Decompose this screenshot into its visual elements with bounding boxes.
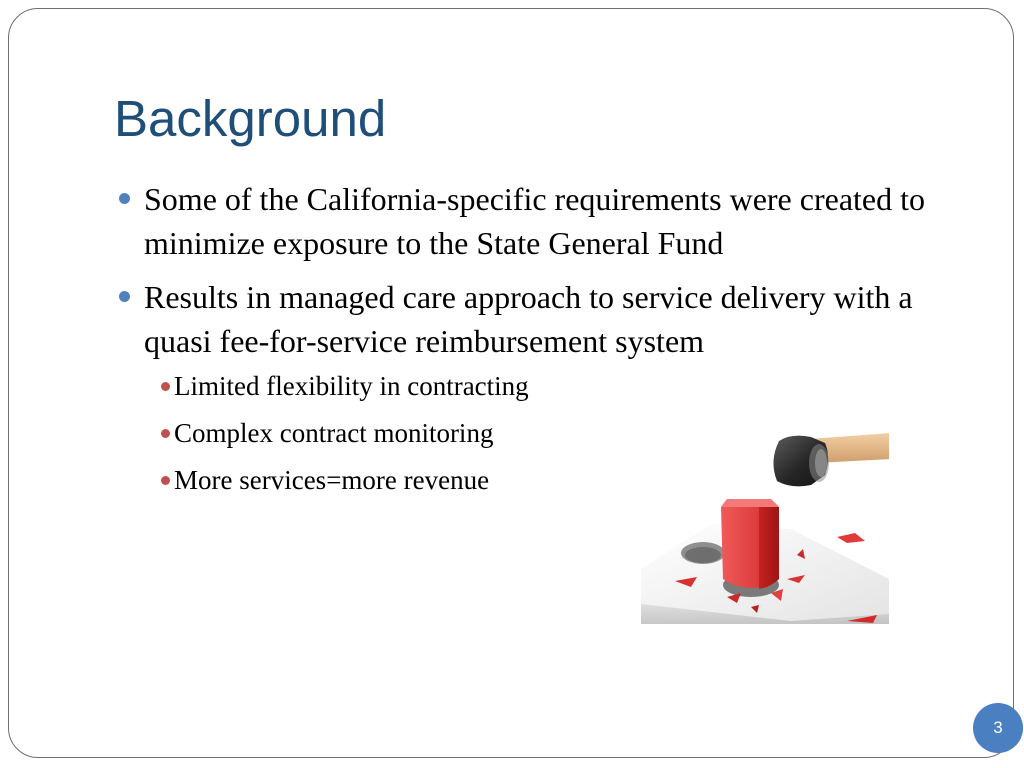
- hammer-peg-image: [641, 429, 889, 624]
- bullet-item: [119, 177, 949, 265]
- slide-title: Background: [114, 90, 387, 147]
- slide: [8, 8, 1014, 758]
- sub-bullet-item: [144, 363, 949, 410]
- sub-bullet-text: More services=more revenue: [174, 465, 490, 495]
- sub-bullet-text: Complex contract monitoring: [174, 418, 494, 448]
- bullet-text: Some of the California-specific requirements were created to minimize exposure to the State General Fund: [144, 181, 925, 261]
- bullet-marker-icon: [119, 291, 130, 302]
- sub-bullet-text: Limited flexibility in contracting: [174, 371, 529, 401]
- sub-bullet-marker-icon: [161, 382, 170, 391]
- bullet-marker-icon: [119, 193, 130, 204]
- page-number-badge: 3: [973, 703, 1023, 753]
- sub-bullet-marker-icon: [161, 429, 170, 438]
- sub-bullet-marker-icon: [161, 476, 170, 485]
- bullet-text: Results in managed care approach to service delivery with a quasi fee-for-service reimbursement system: [144, 279, 913, 359]
